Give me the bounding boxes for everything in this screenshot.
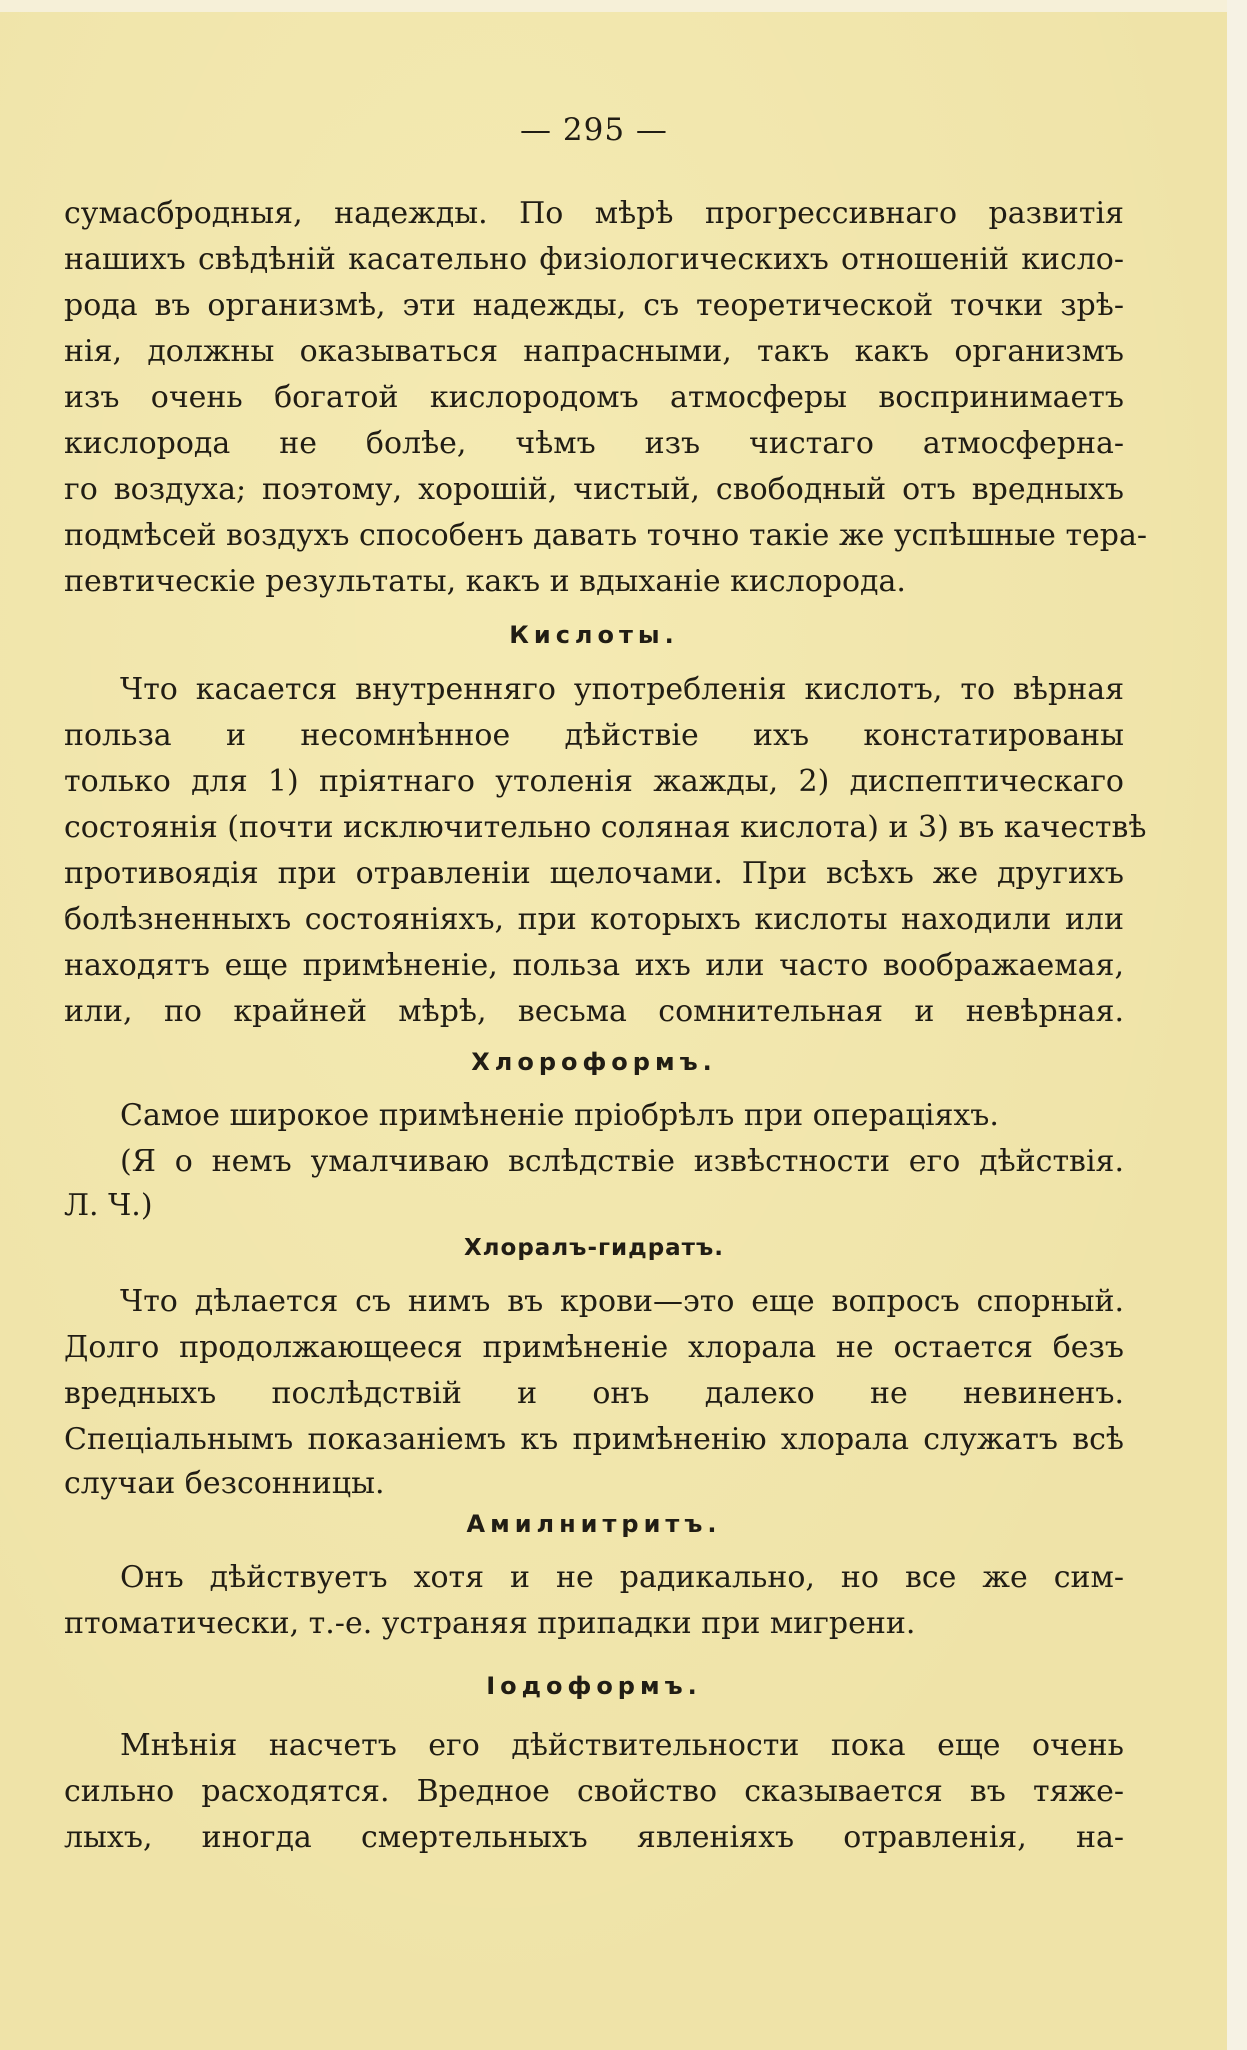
section-heading-acids: Кислоты. bbox=[509, 621, 679, 649]
text-line: случаи безсонницы. bbox=[64, 1466, 385, 1501]
text-line: вредныхъ послѣдствій и онъ далеко не невиненъ. bbox=[64, 1376, 1124, 1411]
text-line: сумасбродныя, надежды. По мѣрѣ прогрессивнаго развитія bbox=[64, 196, 1124, 231]
text-line: Долго продолжающееся примѣненіе хлорала не остается безъ bbox=[64, 1330, 1124, 1365]
page-right-edge bbox=[1227, 0, 1247, 2050]
section-heading-iodoform: Іодоформъ. bbox=[486, 1672, 702, 1700]
text-line: нія, должны оказываться напрасными, такъ какъ организмъ bbox=[64, 334, 1124, 369]
text-line: противоядія при отравленіи щелочами. При всѣхъ же другихъ bbox=[64, 856, 1124, 891]
text-line: Онъ дѣйствуетъ хотя и не радикально, но все же сим- bbox=[120, 1560, 1124, 1595]
text-line: нашихъ свѣдѣній касательно физіологическихъ отношеній кисло- bbox=[64, 242, 1124, 277]
page-number: — 295 — bbox=[520, 112, 668, 148]
text-line: Спеціальнымъ показаніемъ къ примѣненію хлорала служатъ всѣ bbox=[64, 1422, 1124, 1457]
text-line: сильно расходятся. Вредное свойство сказывается въ тяже- bbox=[64, 1774, 1124, 1809]
text-line: го воздуха; поэтому, хорошій, чистый, свободный отъ вредныхъ bbox=[64, 472, 1124, 507]
text-line: рода въ организмѣ, эти надежды, съ теоретической точки зрѣ- bbox=[64, 288, 1124, 323]
text-line: состоянія (почти исключительно соляная кислота) и 3) въ качествѣ bbox=[64, 810, 1147, 845]
text-line: болѣзненныхъ состояніяхъ, при которыхъ кислоты находили или bbox=[64, 902, 1124, 937]
text-line: лыхъ, иногда смертельныхъ явленіяхъ отравленія, на- bbox=[64, 1820, 1124, 1855]
text-line: находятъ еще примѣненіе, польза ихъ или часто воображаемая, bbox=[64, 948, 1124, 983]
text-line: только для 1) пріятнаго утоленія жажды, 2) диспептическаго bbox=[64, 764, 1124, 799]
text-line: птоматически, т.-е. устраняя припадки при мигрени. bbox=[64, 1606, 916, 1641]
section-heading-chloroform: Хлороформъ. bbox=[471, 1048, 717, 1076]
text-line: Л. Ч.) bbox=[64, 1188, 153, 1223]
text-line: Мнѣнія насчетъ его дѣйствительности пока еще очень bbox=[120, 1728, 1124, 1763]
section-heading-chloral: Хлоралъ-гидратъ. bbox=[463, 1235, 725, 1261]
text-line: подмѣсей воздухъ способенъ давать точно такіе же успѣшные тера- bbox=[64, 518, 1148, 553]
text-line: певтическіе результаты, какъ и вдыханіе кислорода. bbox=[64, 564, 906, 599]
text-line: или, по крайней мѣрѣ, весьма сомнительная и невѣрная. bbox=[64, 994, 1124, 1029]
text-line: Что дѣлается съ нимъ въ крови—это еще вопросъ спорный. bbox=[120, 1284, 1124, 1319]
text-line: (Я о немъ умалчиваю вслѣдствіе извѣстности его дѣйствія. bbox=[120, 1144, 1124, 1179]
section-heading-amyl-nitrite: Амилнитритъ. bbox=[466, 1510, 722, 1538]
text-line: польза и несомнѣнное дѣйствіе ихъ констатированы bbox=[64, 718, 1124, 753]
page-top-edge bbox=[0, 0, 1247, 12]
text-line: изъ очень богатой кислородомъ атмосферы воспринимаетъ bbox=[64, 380, 1124, 415]
text-line: Самое широкое примѣненіе пріобрѣлъ при операціяхъ. bbox=[120, 1098, 999, 1133]
text-line: кислорода не болѣе, чѣмъ изъ чистаго атмосферна- bbox=[64, 426, 1124, 461]
text-line: Что касается внутренняго употребленія кислотъ, то вѣрная bbox=[120, 672, 1124, 707]
